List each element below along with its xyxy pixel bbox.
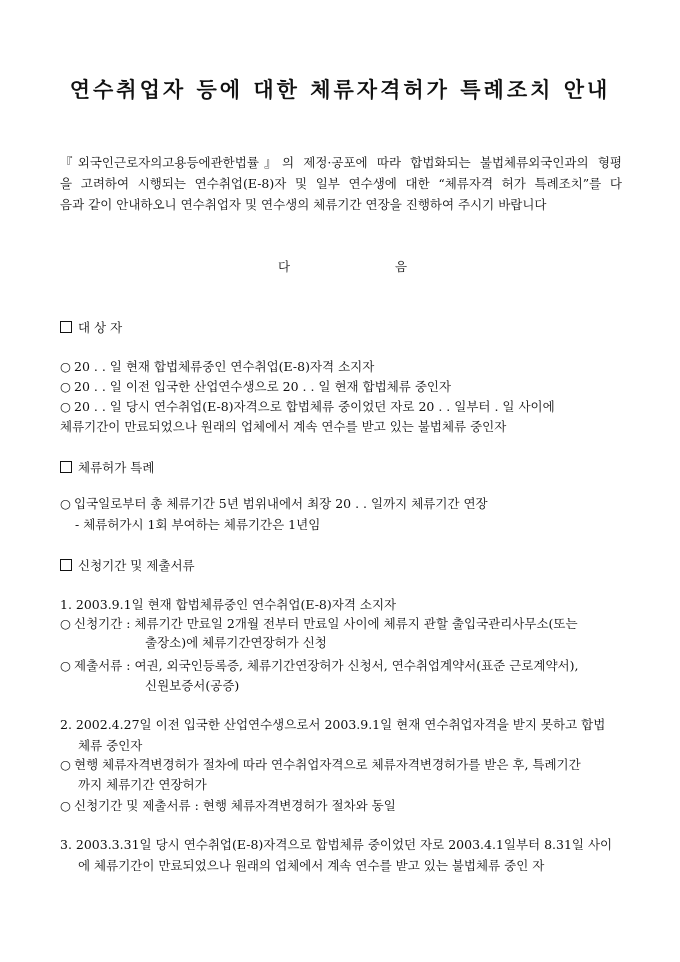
permit-item-text: 입국일로부터 총 체류기간 5년 범위내에서 최장 20 . . 일까지 체류기간 연장 [74,496,488,511]
circle-bullet-icon: ○ [60,379,71,394]
circle-bullet-icon: ○ [60,399,71,414]
circle-bullet-icon: ○ [60,359,71,374]
circle-bullet-icon: ○ [60,496,71,511]
apply-p2-title: 2. 2002.4.27일 이전 입국한 산업연수생으로서 2003.9.1일 현재 연수취업자격을 받지 못하고 합법 [60,717,606,732]
circle-bullet-icon: ○ [60,798,71,813]
apply-p1-docs-cont: 신원보증서(공증) [145,678,240,693]
circle-bullet-icon: ○ [60,616,71,631]
target-item-2 [60,378,451,395]
apply-p1-docs-text: 제출서류 : 여권, 외국인등록증, 체류기간연장허가 신청서, 연수취업계약서(표준 근로계약서), [74,658,579,673]
apply-p1-period-text: 신청기간 : 체류기간 만료일 2개월 전부터 만료일 사이에 체류지 관할 출입국관리사무소(또는 [74,616,578,631]
apply-p3-title: 3. 2003.3.31일 당시 연수취업(E-8)자격으로 합법체류 중이었던 자로 2003.4.1일부터 8.31일 사이 [60,837,613,852]
target-item-3-text: 20 . . 일 당시 연수취업(E-8)자격으로 합법체류 중이었던 자로 20 . . 일부터 . 일 사이에 [74,399,555,414]
document-title: 연수취업자 등에 대한 체류자격허가 특례조치 안내 [69,77,611,102]
apply-p2-item-2-text: 신청기간 및 제출서류 : 현행 체류자격변경허가 절차와 동일 [74,798,396,813]
circle-bullet-icon: ○ [60,757,71,772]
checkbox-square-icon [60,321,72,333]
checkbox-square-icon [60,559,72,571]
target-item-1 [60,358,374,375]
target-item-3 [60,398,555,415]
permit-item [60,495,488,512]
intro-line-1: 『외국인근로자의고용등에관한법률』의 제정·공포에 따라 합법화되는 불법체류외국인과의 형평 [60,155,622,170]
target-item-2-text: 20 . . 일 이전 입국한 산업연수생으로 20 . . 일 현재 합법체류 중인자 [74,379,452,394]
apply-p2-item-1-text: 현행 체류자격변경허가 절차에 따라 연수취업자격으로 체류자격변경허가를 받은 후, 특례기간 [74,757,581,772]
apply-p2-title-cont: 체류 중인자 [78,738,143,753]
apply-p2-item-2 [60,797,396,814]
apply-p3-title-cont: 에 체류기간이 만료되었으나 원래의 업체에서 계속 연수를 받고 있는 불법체류 중인 자 [78,858,545,873]
intro-line-3: 음과 같이 안내하오니 연수취업자 및 연수생의 체류기간 연장을 진행하여 주시기 바랍니다 [60,197,547,212]
heading-eum: 음 [395,259,408,274]
section-target-label: 대 상 자 [78,320,123,335]
circle-bullet-icon: ○ [60,658,71,673]
permit-sub: - 체류허가시 1회 부여하는 체류기간은 1년임 [75,517,321,532]
apply-p2-item-1-cont: 까지 체류기간 연장허가 [78,777,207,792]
section-apply-label: 신청기간 및 제출서류 [78,558,195,573]
section-permit-label: 체류허가 특례 [78,460,155,475]
checkbox-square-icon [60,461,72,473]
section-apply-heading [60,556,195,574]
apply-p1-period [60,615,578,632]
target-item-3-cont: 체류기간이 만료되었으나 원래의 업체에서 계속 연수를 받고 있는 불법체류 중인자 [60,419,507,434]
apply-p1-period-cont: 출장소)에 체류기간연장허가 신청 [145,635,327,650]
section-permit-heading [60,458,154,476]
intro-line-2: 을 고려하여 시행되는 연수취업(E-8)자 및 일부 연수생에 대한 “체류자격 허가 특례조치”를 다 [60,176,622,191]
heading-da: 다 [278,259,291,274]
apply-p1-title: 1. 2003.9.1일 현재 합법체류중인 연수취업(E-8)자격 소지자 [60,597,397,612]
target-item-1-text: 20 . . 일 현재 합법체류중인 연수취업(E-8)자격 소지자 [74,359,375,374]
section-target-heading [60,318,122,336]
apply-p1-docs [60,657,578,674]
apply-p2-item-1 [60,756,581,773]
